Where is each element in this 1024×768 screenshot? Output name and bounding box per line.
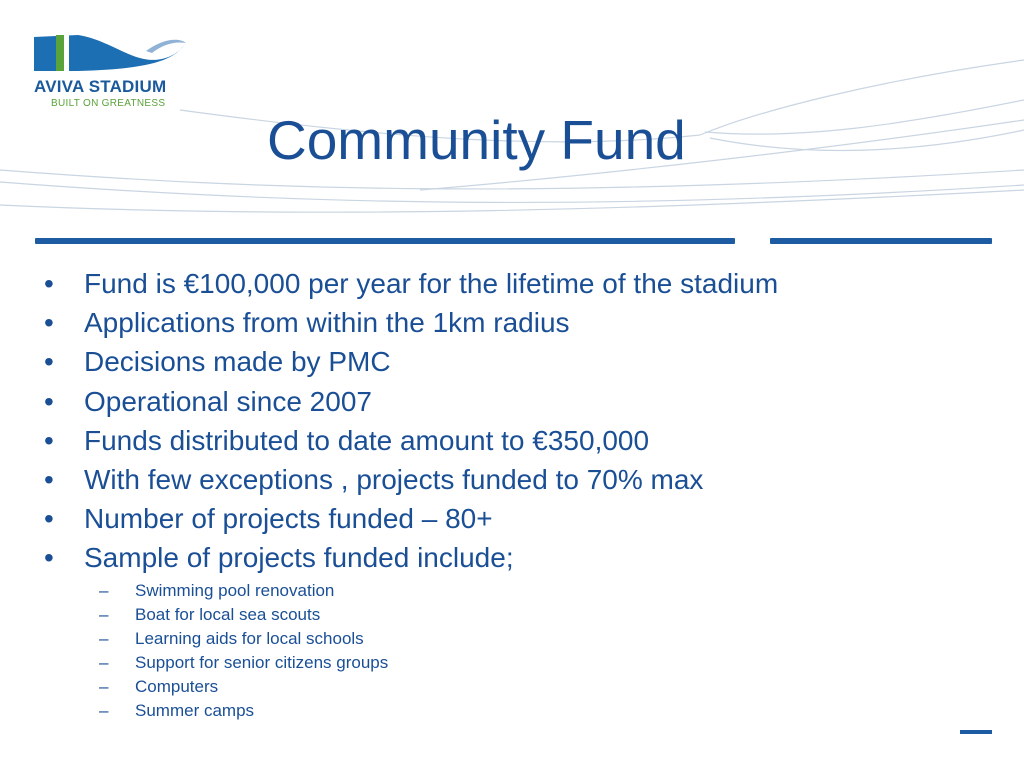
bullet-item: • Decisions made by PMC [44,342,778,381]
bullet-item: • Sample of projects funded include; [44,538,778,577]
bullet-list [44,264,778,578]
sub-bullet-item: – Support for senior citizens groups [99,651,388,675]
bullet-item: • Number of projects funded – 80+ [44,499,778,538]
sub-bullet-item: – Summer camps [99,699,388,723]
bullet-item: • Fund is €100,000 per year for the lifetime of the stadium [44,264,778,303]
sub-bullet-list [99,579,388,723]
slide-title: Community Fund [267,109,686,171]
bullet-item: • Operational since 2007 [44,382,778,421]
corner-accent-mark [960,730,992,734]
sub-bullet-item: – Computers [99,675,388,699]
bullet-item: • Applications from within the 1km radius [44,303,778,342]
title-divider-left [35,238,735,244]
logo-tagline: BUILT ON GREATNESS [51,98,166,109]
sub-bullet-item: – Boat for local sea scouts [99,603,388,627]
bullet-item: • With few exceptions , projects funded to 70% max [44,460,778,499]
bullet-item: • Funds distributed to date amount to €350,000 [44,421,778,460]
aviva-stadium-logo [34,33,194,113]
sub-bullet-item: – Learning aids for local schools [99,627,388,651]
sub-bullet-item: – Swimming pool renovation [99,579,388,603]
logo-name: AVIVA STADIUM [34,77,167,96]
title-divider-right [770,238,992,244]
stadium-wave-icon [34,33,194,73]
